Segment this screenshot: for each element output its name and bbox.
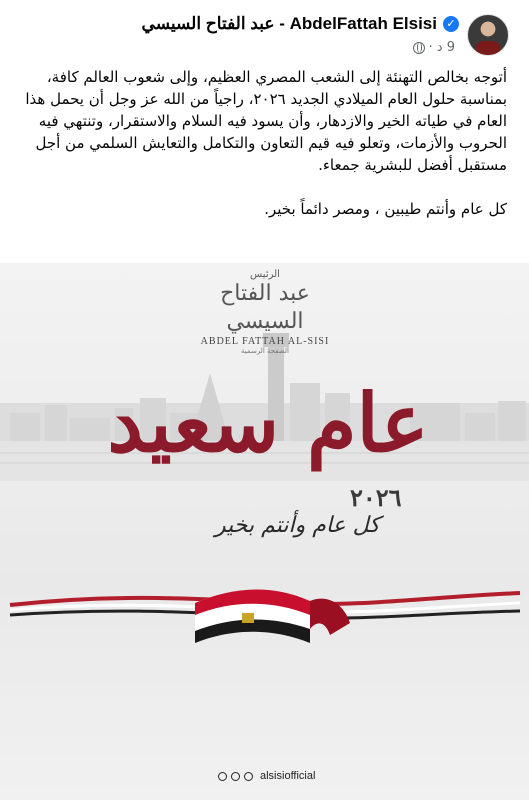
post-paragraph: أتوجه بخالص التهنئة إلى الشعب المصري العظيم، وإلى شعوب العالم كافة، بمناسبة حلول العام الميلادي الجديد ٢٠٢٦، راجياً من الله عز وجل أن يحمل هذا العام في طياته الخير والازدهار، وأن يسود فيه السلام والاستقرار، وتنتهي فيه الحروب والأزمات، وتعلو فيه قيم التعاون والتكامل والتعايش السلمي من أجل مستقبل أفضل للبشرية جمعاء.	[25, 68, 507, 174]
post-image[interactable]	[0, 263, 529, 800]
post-meta	[413, 40, 455, 55]
post-body	[13, 66, 507, 220]
greeting-subtitle: كل عام وأنتم بخير	[215, 513, 380, 538]
verified-badge-icon: ✓	[443, 16, 459, 32]
post-header	[0, 0, 529, 66]
sisi-logo	[200, 269, 330, 355]
instagram-icon	[231, 772, 240, 781]
author-name[interactable]: AbdelFattah Elsisi - عبد الفتاح السيسي	[141, 14, 437, 33]
logo-latin-name: ABDEL FATTAH AL-SISI	[200, 336, 330, 347]
facebook-icon	[218, 772, 227, 781]
logo-subtitle: الصفحة الرسمية	[241, 347, 289, 355]
egypt-flag-ribbon	[0, 563, 529, 653]
social-handle: alsisiofficial	[260, 770, 316, 782]
post-closing: كل عام وأنتم طيبين ، ومصر دائماً بخير.	[264, 200, 507, 218]
logo-title: الرئيس	[250, 269, 280, 280]
logo-name: عبد الفتاح السيسي	[220, 281, 310, 334]
author-avatar[interactable]	[467, 14, 509, 56]
year-label: ٢٠٢٦	[350, 483, 402, 512]
meta-separator: ·	[428, 40, 433, 55]
twitter-icon	[244, 772, 253, 781]
author-name-row	[142, 14, 459, 34]
social-footer	[218, 770, 315, 782]
post-timestamp[interactable]: 9 د	[436, 40, 455, 55]
happy-new-year-calligraphy: عام سعيد	[107, 376, 429, 470]
globe-icon[interactable]	[413, 42, 425, 54]
